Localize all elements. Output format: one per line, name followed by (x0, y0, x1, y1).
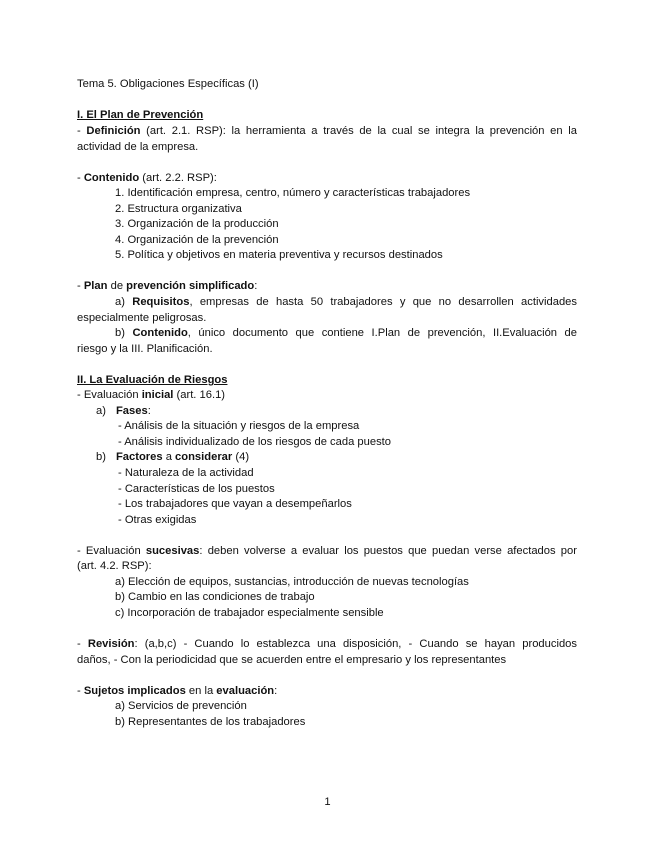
contenido-item: 5. Política y objetivos en materia preventiva y recursos destinados (115, 249, 443, 261)
factores-item: - Características de los puestos (118, 483, 275, 495)
sucesivas-item: a) Elección de equipos, sustancias, introducción de nuevas tecnologías (115, 576, 469, 588)
definicion-line-2: actividad de la empresa. (77, 141, 199, 153)
contenido-heading: - Contenido (art. 2.2. RSP): (77, 172, 217, 184)
sucesivas-line-2: (art. 4.2. RSP): (77, 560, 152, 572)
revision-term: Revisión (87, 638, 135, 650)
page-number: 1 (324, 796, 331, 808)
revision-line-2: daños, - Con la periodicidad que se acuerden entre el empresario y los representantes (77, 654, 507, 666)
sucesivas-item: b) Cambio en las condiciones de trabajo (115, 591, 315, 603)
requisitos-line-1: a) Requisitos, empresas de hasta 50 trabajadores y que no desarrollen actividades (115, 296, 577, 308)
evaluacion-inicial-heading: - Evaluación inicial (art. 16.1) (77, 389, 226, 401)
section-heading-evaluacion: II. La Evaluación de Riesgos (77, 374, 228, 386)
factores-item: - Naturaleza de la actividad (118, 467, 254, 479)
contenido-item: 2. Estructura organizativa (115, 203, 242, 215)
factores-item: - Otras exigidas (118, 514, 197, 526)
contenido-item: 3. Organización de la producción (115, 218, 279, 230)
plan-simplificado-heading: - Plan de prevención simplificado: (77, 280, 258, 292)
contenido-item: 1. Identificación empresa, centro, número y características trabajadores (115, 187, 471, 199)
revision-line-1: - Revisión: (a,b,c) - Cuando lo establezca una disposición, - Cuando se hayan producidos (77, 638, 577, 650)
contenido-simplificado-line-1: b) Contenido, único documento que contiene I.Plan de prevención, II.Evaluación de (115, 327, 577, 339)
sujetos-heading: - Sujetos implicados en la evaluación: (77, 685, 278, 697)
sucesivas-item: c) Incorporación de trabajador especialmente sensible (115, 607, 384, 619)
contenido-simplificado-term: Contenido (132, 327, 188, 339)
factores-item: - Los trabajadores que vayan a desempeñarlos (118, 498, 352, 510)
section-heading-plan: I. El Plan de Prevención (77, 109, 204, 121)
contenido-term: Contenido (83, 172, 140, 184)
fases-item: - Análisis de la situación y riesgos de la empresa (118, 420, 360, 432)
contenido-simplificado-line-2: riesgo y la III. Planificación. (77, 343, 213, 355)
definicion-term: Definición (86, 125, 141, 137)
fases-item: - Análisis individualizado de los riesgos de cada puesto (118, 436, 392, 448)
definicion-line-1: - Definición (art. 2.1. RSP): la herramienta a través de la cual se integra la prevención en la (77, 125, 577, 137)
sujetos-item: b) Representantes de los trabajadores (115, 716, 306, 728)
sujetos-item: a) Servicios de prevención (115, 700, 247, 712)
factores-heading: b) Factores a considerar (4) (96, 451, 250, 463)
fases-heading: a) Fases: (96, 405, 151, 417)
contenido-item: 4. Organización de la prevención (115, 234, 279, 246)
requisitos-term: Requisitos (132, 296, 190, 308)
requisitos-line-2: especialmente peligrosas. (77, 312, 207, 324)
sucesivas-term: sucesivas (145, 545, 200, 557)
sucesivas-line-1: - Evaluación sucesivas: deben volverse a evaluar los puestos que puedan verse afectados por (77, 545, 577, 557)
document-title: Tema 5. Obligaciones Específicas (I) (77, 78, 259, 90)
